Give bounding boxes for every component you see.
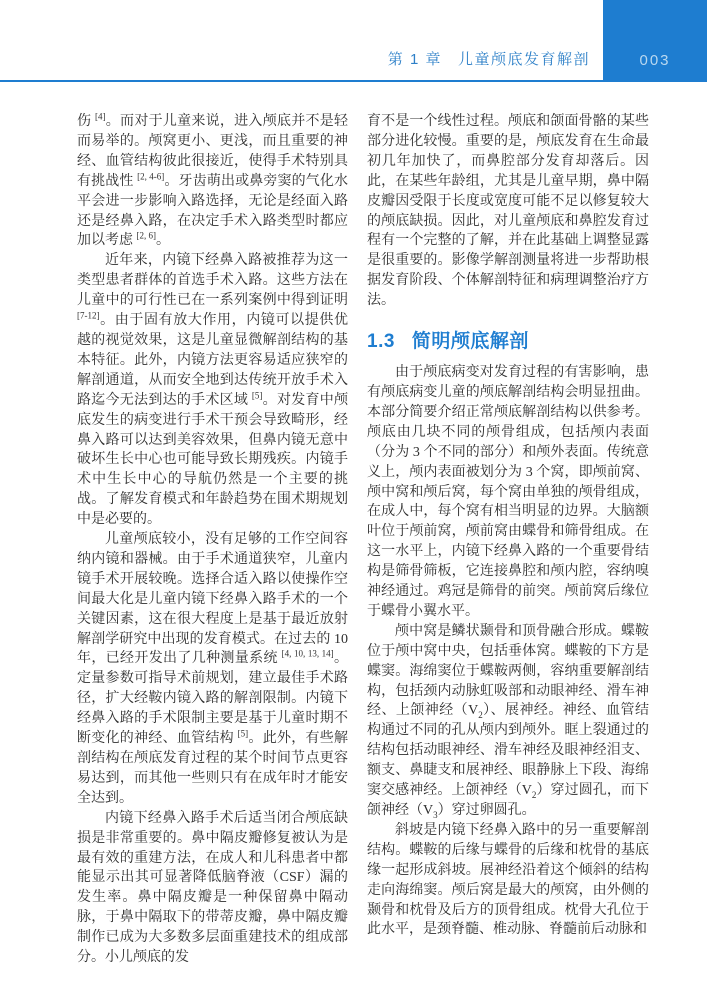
subscript: 2 bbox=[531, 789, 537, 800]
page-number-box bbox=[603, 0, 707, 80]
reference-superscript: [5] bbox=[251, 390, 263, 401]
body-paragraph: 内镜下经鼻入路手术后适当闭合颅底缺损是非常重要的。鼻中隔皮瓣修复被认为是最有效的重建方法，在成人和儿科患者中都能显示出其可显著降低脑脊液（CSF）漏的发生率。鼻中隔皮瓣是一种保留鼻中隔动脉，于鼻中隔取下的带蒂皮瓣，鼻中隔皮瓣制作已成为大多数多层面重建技术的组成部分。小儿颅底的发 bbox=[77, 810, 348, 966]
reference-superscript: [4, 10, 13, 14] bbox=[281, 648, 334, 659]
right-column bbox=[367, 112, 649, 940]
page-number: 003 bbox=[639, 52, 671, 69]
right-column-top bbox=[367, 112, 649, 311]
body-paragraph: 颅中窝是鳞状颞骨和顶骨融合形成。蝶鞍位于颅中窝中央，包括垂体窝。蝶鞍的下方是蝶窦。海绵窦位于蝶鞍两侧，容纳重要解剖结构，包括颈内动脉虹吸部和动眼神经、滑车神经、上颌神经$(V_2)$、展神经。神经、血管结构通过不同的孔从颅内到颅外。眶上裂通过的结构包括动眼神经、滑车神经及眼神经泪支、额支、鼻睫支和展神经、眼静脉上下段、海绵窦交感神经。上颌神经$(V_2)$穿过圆孔，而下颌神经$(V_3)$穿过卵圆孔。 bbox=[367, 623, 649, 820]
reference-superscript: [7-12] bbox=[77, 310, 100, 321]
chapter-label: 第 1 章 bbox=[387, 51, 442, 68]
chapter-title: 儿童颅底发育解剖 bbox=[457, 51, 590, 68]
body-paragraph: 育不是一个线性过程。颅底和颌面骨骼的某些部分进化较慢。重要的是，颅底发育在生命最初几年加快了，而鼻腔部分发育却落后。因此，在某些年龄组，尤其是儿童早期，鼻中隔皮瓣因受限于长度或宽度可能不足以修复较大的颅底缺损。因此，对儿童颅底和鼻腔发育过程有一个完整的了解，并在此基础上调整显露是很重要的。影像学解剖测量将进一步帮助根据发育阶段、个体解剖特征和病理调整治疗方法。 bbox=[367, 114, 649, 309]
body-paragraph: 近年来，内镜下经鼻入路被推荐为这一类型患者群体的首选手术入路。这些方法在儿童中的可行性已在一系列案例中得到证明 [7-12]。由于固有放大作用，内镜可以提供优越的视觉效果，这是儿童显微解剖结构的基本特征。此外，内镜方法更容易适应狭窄的解剖通道，从而安全地到达传统开放手术入路迄今无法到达的手术区域 [5]。对发育中颅底发生的病变进行手术干预会导致畸形，经鼻入路可以达到美容效果，但鼻内镜无意中破坏生长中心也可能导致长期残疾。内镜手术中生长中心的导航仍然是一个主要的挑战。了解发育模式和年龄趋势在围术期规划中是必要的。 bbox=[77, 253, 349, 528]
section-number: 1.3 bbox=[367, 331, 395, 353]
body-paragraph: 由于颅底病变对发育过程的有害影响，患有颅底病变儿童的颅底解剖结构会明显扭曲。本部分简要介绍正常颅底解剖结构以供参考。颅底由几块不同的颅骨组成，包括颅内表面（分为 3 个不同的部分）和颅外表面。传统意义上，颅内表面被划分为 3 个窝，即颅前窝、颅中窝和颅后窝，每个窝由单独的颅骨组成，在成人中，每个窝有相当明显的边界。大脑额叶位于颅前窝，颅前窝由蝶骨和筛骨组成。在这一水平上，内镜下经鼻入路的一个重要骨结构是筛骨筛板，它连接鼻腔和颅内腔，容纳嗅神经通过。鸡冠是筛骨的前突。颅前窝后缘位于蝶骨小翼水平。 bbox=[367, 365, 649, 619]
left-column bbox=[77, 112, 348, 968]
reference-superscript: [2, 6] bbox=[136, 230, 156, 241]
reference-superscript: [2, 4-6] bbox=[137, 171, 165, 182]
section-title: 简明颅底解剖 bbox=[411, 331, 529, 353]
body-paragraph: 斜坡是内镜下经鼻入路中的另一重要解剖结构。蝶鞍的后缘与蝶骨的后缘和枕骨的基底缘一起形成斜坡。展神经沿着这个倾斜的结构走向海绵窦。颅后窝是最大的颅窝，由外侧的颞骨和枕骨及后方的顶骨组成。枕骨大孔位于此水平，是颈脊髓、椎动脉、脊髓前后动脉和 bbox=[367, 822, 649, 938]
section-heading bbox=[367, 326, 649, 353]
running-head bbox=[388, 48, 590, 69]
reference-superscript: [5] bbox=[237, 728, 249, 739]
subscript: 3 bbox=[433, 809, 438, 820]
body-paragraph: 儿童颅底较小，没有足够的工作空间容纳内镜和器械。由于手术通道狭窄，儿童内镜手术开展较晚。选择合适入路以使操作空间最大化是儿童内镜下经鼻入路手术的一个关键因素，这在很大程度上是基于最近放射解剖学研究中出现的发育模式。在过去的 10 年，已经开发出了几种测量系统 [4, 10, 13, 14]。定量参数可指导术前规划，建立最佳手术路径，扩大经鞍内镜入路的解剖限制。内镜下经鼻入路的手术限制主要是基于儿童时期不断变化的神经、血管结构 [5]。此外，有些解剖结构在颅底发育过程的某个时间节点更容易达到，而其他一些则只有在成年时才能安全达到。 bbox=[77, 532, 349, 806]
header-rule bbox=[0, 80, 707, 82]
right-column-bottom bbox=[367, 363, 649, 940]
subscript: 2 bbox=[478, 710, 483, 721]
reference-superscript: [4] bbox=[95, 111, 106, 122]
body-paragraph: 伤 [4]。而对于儿童来说，进入颅底并不是轻而易举的。颅窝更小、更浅，而且重要的神经、血管结构彼此很接近，使得手术特别具有挑战性 [2, 4-6]。牙齿萌出或鼻旁窦的气化水平会进一步影响入路选择，无论是经面入路还是经鼻入路，在决定手术入路类型时都应加以考虑 [2, 6]。 bbox=[77, 111, 349, 249]
